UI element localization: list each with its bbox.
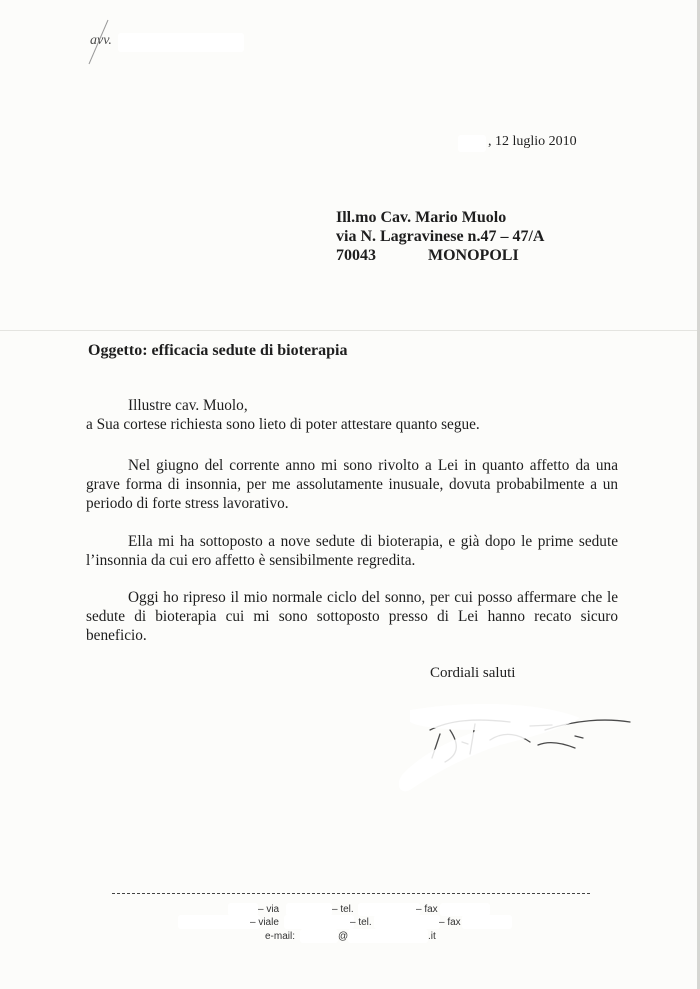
- redacted-footer-2c: [374, 915, 440, 929]
- recipient-postcode-city: [336, 247, 519, 265]
- paragraph-2: Nel giugno del corrente anno mi sono rivolto a Lei in quanto affetto da una grave forma di insonnia, per me assolutamente inusuale, dovuta probabilmente a un periodo di forte stress lavorativo.: [86, 457, 618, 512]
- salutation: Illustre cav. Muolo,: [128, 397, 248, 414]
- footer-email-tld: .it: [428, 931, 436, 942]
- redacted-email-user: [300, 929, 338, 943]
- redacted-footer-2d: [462, 915, 512, 929]
- footer-via: – via: [258, 904, 280, 915]
- redacted-footer-2a: [178, 915, 260, 929]
- footer-fax-2: – fax: [439, 917, 461, 928]
- recipient-postcode: 70043: [336, 247, 376, 264]
- closing: Cordiali saluti: [430, 665, 516, 681]
- footer-email-at: @: [338, 931, 349, 942]
- recipient-street: via N. Lagravinese n.47 – 47/A: [336, 228, 545, 245]
- redacted-letterhead-name: [118, 33, 244, 52]
- redacted-email-domain: [348, 929, 428, 943]
- footer-tel-2: – tel.: [350, 917, 372, 928]
- paragraph-1: a Sua cortese richiesta sono lieto di poter attestare quanto segue.: [86, 416, 480, 433]
- redacted-place: [458, 135, 486, 152]
- handwritten-signature: [380, 700, 640, 810]
- paragraph-3: Ella mi ha sottoposto a nove sedute di bioterapia, e già dopo le prime sedute l’insonnia da cui ero affetto è sensibilmente regredita.: [86, 533, 618, 569]
- subject-line: Oggetto: efficacia sedute di bioterapia: [88, 342, 348, 359]
- letterhead-prefix: avv.: [90, 33, 112, 48]
- footer-tel-1: – tel.: [332, 904, 354, 915]
- footer-rule: [112, 893, 590, 894]
- footer-fax-1: – fax: [416, 904, 438, 915]
- paragraph-4: Oggi ho ripreso il mio normale ciclo del sonno, per cui posso affermare che le sedute di bioterapia cui mi sono sottoposto presso di Lei hanno recato sicuro beneficio.: [86, 589, 618, 644]
- date-line: , 12 luglio 2010: [488, 134, 577, 149]
- footer-email-label: e-mail:: [265, 931, 296, 942]
- footer-viale: – viale: [250, 917, 279, 928]
- redacted-footer-2b: [284, 915, 354, 929]
- recipient-name: Ill.mo Cav. Mario Muolo: [336, 209, 507, 226]
- paper-fold-line: [0, 330, 700, 331]
- recipient-city: MONOPOLI: [428, 247, 519, 264]
